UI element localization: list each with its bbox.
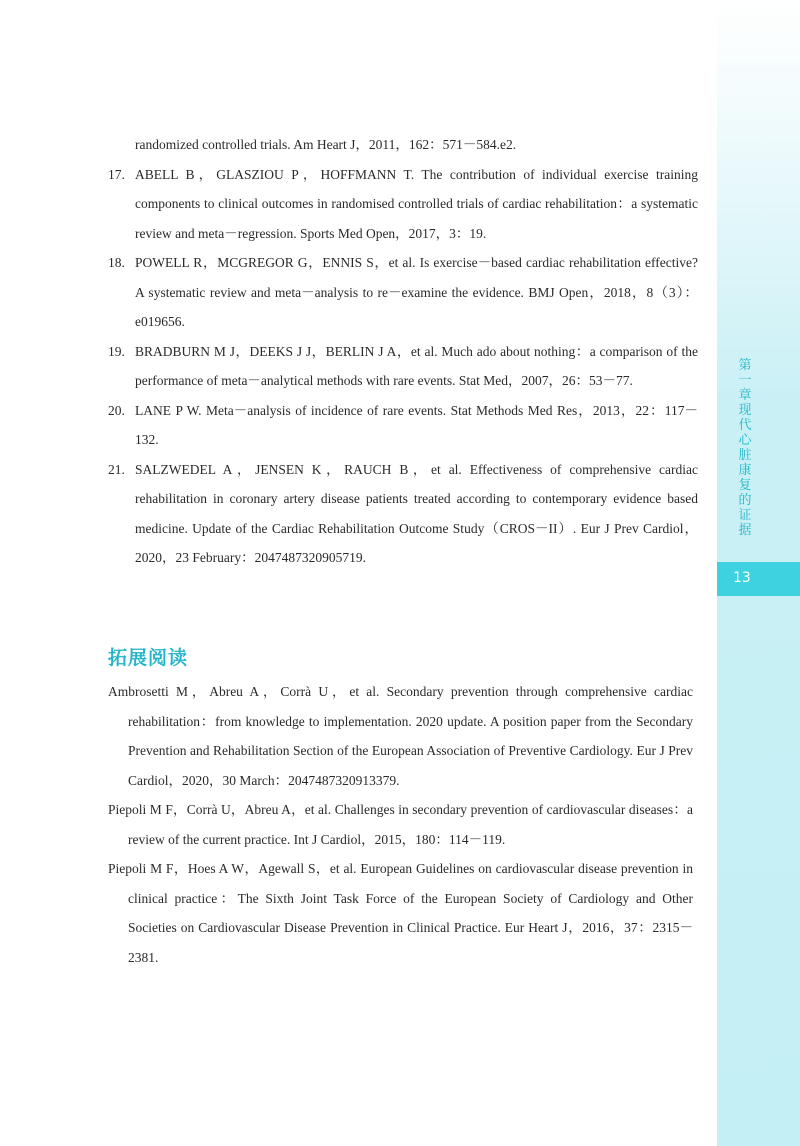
reading-item: Ambrosetti M，Abreu A，Corrà U，et al. Secondary prevention through comprehensive cardiac rehabilitation：from knowledge to implementation. 2020 update. A position paper from the Secondary Prevention and Rehabilitation Section of the European Association of Preventive Cardiology. Eur J Prev Cardiol，2020，30 March：2047487320913379. [108,684,693,788]
page-number-tab [717,562,800,596]
reference-item [108,337,698,396]
page-number: 13 [733,570,751,586]
reference-item [108,160,698,249]
reference-number: 17. [108,166,125,182]
reference-text: SALZWEDEL A，JENSEN K，RAUCH B，et al. Effectiveness of comprehensive cardiac rehabilitation in coronary artery disease patients treated according to contemporary evidence based medicine. Update of the Cardiac Rehabilitation Outcome Study（CROS－II）. Eur J Prev Cardiol，2020，23 February：2047487320905719. [135,461,698,565]
extended-reading-heading: 拓展阅读 [108,647,189,669]
extended-reading-list [108,677,693,972]
reference-text: randomized controlled trials. Am Heart J，2011，162：571－584.e2. [135,137,517,152]
reference-text: POWELL R，MCGREGOR G，ENNIS S，et al. Is exercise－based cardiac rehabilitation effective? A systematic review and meta－analysis to re－examine the evidence. BMJ Open，2018，8（3）：e019656. [135,255,698,329]
reference-text: LANE P W. Meta－analysis of incidence of rare events. Stat Methods Med Res，2013，22：117－132. [135,402,698,447]
reference-item [108,248,698,337]
reference-number: 19. [108,343,125,359]
reference-item [108,455,698,573]
reference-text: ABELL B，GLASZIOU P，HOFFMANN T. The contribution of individual exercise training components to clinical outcomes in randomised controlled trials of cardiac rehabilitation：a systematic review and meta－regression. Sports Med Open，2017，3：19. [135,166,698,241]
reading-item: Piepoli M F，Corrà U，Abreu A，et al. Challenges in secondary prevention of cardiovascular diseases：a review of the current practice. Int J Cardiol，2015，180：114－119. [108,802,693,847]
reference-list [108,130,698,573]
reference-number: 18. [108,255,125,270]
reading-item: Piepoli M F，Hoes A W，Agewall S，et al. European Guidelines on cardiovascular disease prevention in clinical practice：The Sixth Joint Task Force of the European Society of Cardiology and Other Societies on Cardiovascular Disease Prevention in Clinical Practice. Eur Heart J，2016，37：2315－2381. [108,861,693,965]
chapter-title: 第一章 现代心脏康复的证据 [738,358,752,538]
reference-text: BRADBURN M J，DEEKS J J，BERLIN J A，et al. Much ado about nothing：a comparison of the performance of meta－analytical methods with rare events. Stat Med，2007，26：53－77. [135,343,698,388]
reference-number: 20. [108,402,125,418]
reference-item [108,130,698,160]
reference-number: 21. [108,461,125,477]
reference-item [108,396,698,455]
